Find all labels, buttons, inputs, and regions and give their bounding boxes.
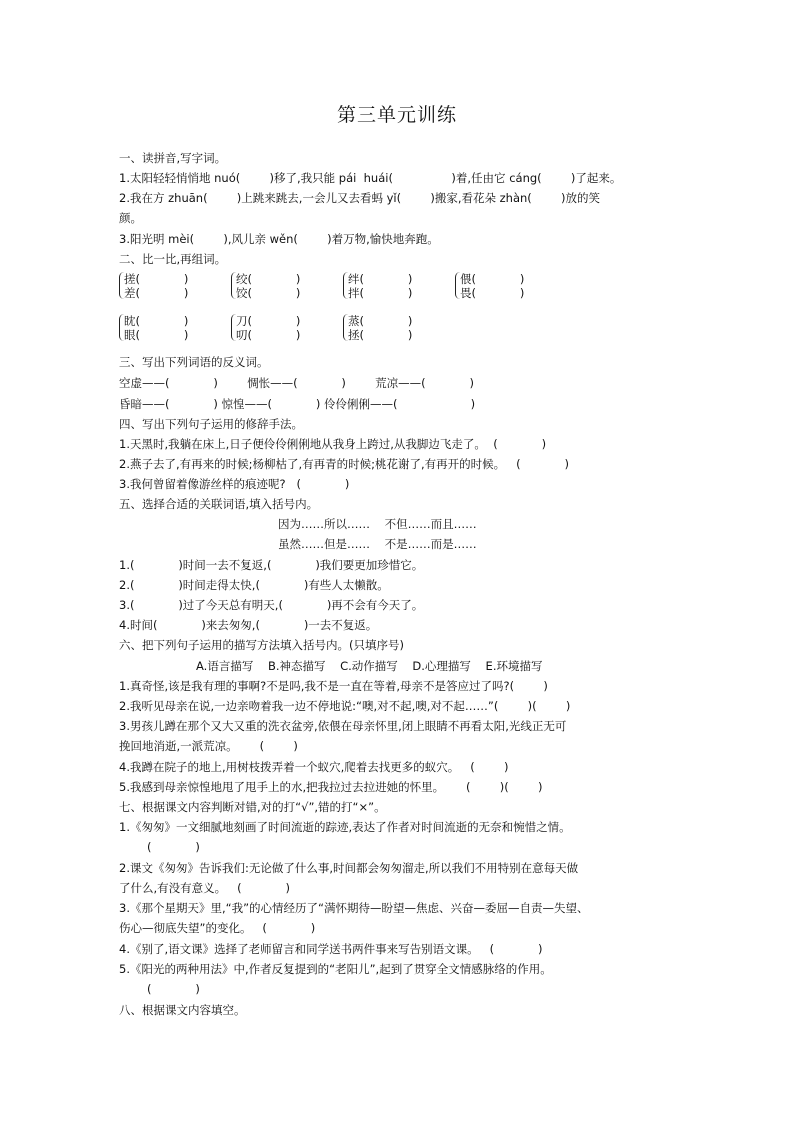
compare-word: 叨( ) [236, 328, 301, 342]
compare-word: 拌( ) [348, 286, 413, 300]
s7-question-3: 3.《那个星期天》里,“我”的心情经历了“满怀期待—盼望—焦虑、兴奋—委屈—自责—失望、 [119, 901, 589, 915]
s1-question-2-cont: 颜。 [119, 211, 142, 225]
compare-word: 蒸( ) [348, 314, 413, 328]
s6-question-5: 5.我感到母亲惊惶地甩了甩手上的水,把我拉过去拉进她的怀里。 ( )( ) [119, 780, 543, 794]
compare-word: 饺( ) [236, 286, 301, 300]
s4-question-1: 1.天黑时,我躺在床上,日子便伶伶俐俐地从我身上跨过,从我脚边飞走了。 ( ) [119, 437, 547, 451]
s6-question-3: 3.男孩儿蹲在那个又大又重的洗衣盆旁,依偎在母亲怀里,闭上眼睛不再看太阳,光线正无可 [119, 719, 567, 733]
s3-line-2: 昏暗——( ) 惊惶——( ) 伶伶俐俐——( ) [119, 397, 476, 411]
compare-word: 拯( ) [348, 328, 413, 342]
s4-question-2: 2.燕子去了,有再来的时候;杨柳枯了,有再青的时候;桃花谢了,有再开的时候。 ( ) [119, 457, 569, 471]
section-3-heading: 三、写出下列词语的反义词。 [119, 355, 269, 369]
compare-word: 差( ) [124, 286, 189, 300]
section-8-heading: 八、根据课文内容填空。 [119, 1003, 246, 1017]
s7-question-1: 1.《匆匆》一文细腻地刻画了时间流逝的踪迹,表达了作者对时间流逝的无奈和惋惜之情。 [119, 820, 571, 834]
section-4-heading: 四、写出下列句子运用的修辞手法。 [119, 417, 303, 431]
compare-word: 畏( ) [460, 286, 525, 300]
s6-question-4: 4.我蹲在院子的地上,用树枝拨弄着一个蚁穴,爬着去找更多的蚁穴。 ( ) [119, 760, 509, 774]
section-2-heading: 二、比一比,再组词。 [119, 252, 227, 266]
s5-question-2: 2.( )时间走得太快,( )有些人太懒散。 [119, 578, 389, 592]
s3-line-1: 空虚——( ) 惆怅——( ) 荒凉——( ) [119, 376, 475, 390]
s5-options-1: 因为……所以…… 不但……而且…… [278, 517, 477, 531]
s7-question-5: 5.《阳光的两种用法》中,作者反复提到的“老阳儿”,起到了贯穿全文情感脉络的作用。 [119, 962, 552, 976]
section-5-heading: 五、选择合适的关联词语,填入括号内。 [119, 497, 319, 511]
s7-question-1-answer: ( ) [147, 840, 200, 854]
compare-word: 偎( ) [460, 272, 525, 286]
compare-word: 搓( ) [124, 272, 189, 286]
section-7-heading: 七、根据课文内容判断对错,对的打“√”,错的打“×”。 [119, 800, 386, 814]
s1-question-3: 3.阳光明 mèi( ),风儿亲 wěn( )着万物,愉快地奔跑。 [119, 232, 439, 246]
s1-question-1: 1.太阳轻轻悄悄地 nuó( )移了,我只能 pái huái( )着,任由它 cáng( )了起来。 [119, 171, 622, 185]
s1-question-2: 2.我在方 zhuān( )上跳来跳去,一会儿又去看蚂 yǐ( )搬家,看花朵 zhàn( )放的笑 [119, 191, 601, 205]
s7-question-5-answer: ( ) [147, 982, 200, 996]
section-6-heading: 六、把下列句子运用的描写方法填入括号内。(只填序号) [119, 638, 404, 652]
s5-question-4: 4.时间( )来去匆匆,( )一去不复返。 [119, 618, 378, 632]
s6-question-1: 1.真奇怪,该是我有理的事啊?不是吗,我不是一直在等着,母亲不是答应过了吗?( ) [119, 679, 548, 693]
s7-question-2-cont: 了什么,有没有意义。 ( ) [119, 881, 290, 895]
compare-word: 眼( ) [124, 328, 189, 342]
compare-word: 绊( ) [348, 272, 413, 286]
s6-question-3-cont: 挽回地消逝,一派荒凉。 ( ) [119, 739, 298, 753]
compare-word: 绞( ) [236, 272, 301, 286]
s5-question-1: 1.( )时间一去不复返,( )我们要更加珍惜它。 [119, 558, 424, 572]
s4-question-3: 3.我何曾留着像游丝样的痕迹呢? ( ) [119, 477, 350, 491]
section-1-heading: 一、读拼音,写字词。 [119, 151, 227, 165]
s5-question-3: 3.( )过了今天总有明天,( )再不会有今天了。 [119, 598, 424, 612]
s5-options-2: 虽然……但是…… 不是……而是…… [278, 537, 477, 551]
compare-word: 眈( ) [124, 314, 189, 328]
s6-question-2: 2.我听见母亲在说,一边亲吻着我一边不停地说:“噢,对不起,噢,对不起……”( )( ) [119, 699, 571, 713]
page-title: 第三单元训练 [336, 104, 457, 126]
s7-question-2: 2.课文《匆匆》告诉我们:无论做了什么事,时间都会匆匆溜走,所以我们不用特别在意每天做 [119, 861, 579, 875]
s7-question-3-cont: 伤心—彻底失望”的变化。 ( ) [119, 921, 316, 935]
s7-question-4: 4.《别了,语文课》选择了老师留言和同学送书两件事来写告别语文课。 ( ) [119, 942, 543, 956]
s6-options: A.语言描写 B.神态描写 C.动作描写 D.心理描写 E.环境描写 [196, 659, 543, 673]
compare-word: 刀( ) [236, 314, 301, 328]
